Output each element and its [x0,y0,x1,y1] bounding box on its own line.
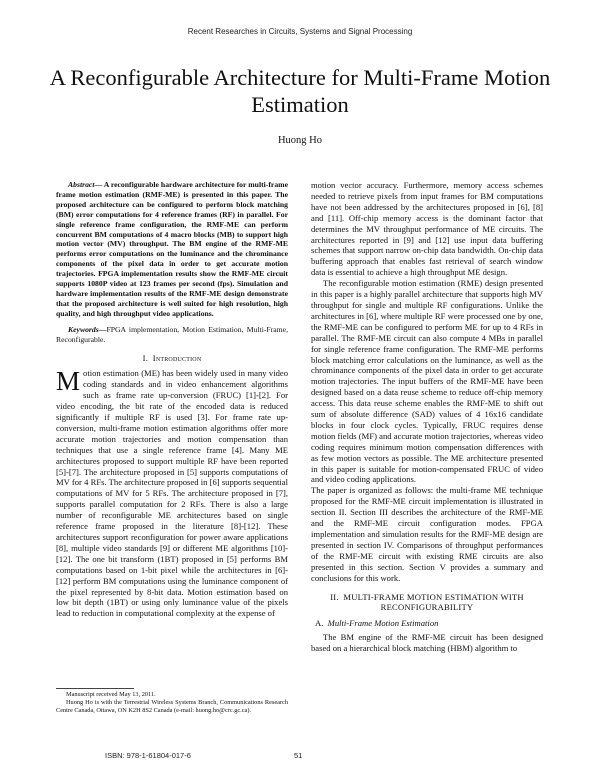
keywords [56,325,288,345]
keywords-text: FPGA implementation, Motion Estimation, Multi-Frame, Reconfigurable. [56,324,288,344]
section-heading-introduction [56,353,288,364]
subsection-number: A. [315,618,324,629]
footnote-affiliation: Huong Ho is with the Terrestrial Wireless Systems Branch, Communications Research Centre Canada, Ottawa, ON K2H 8S2 Canada (e-mail: huong.ho@crc.gc.ca). [56,699,288,715]
right-column [311,180,543,654]
left-column [56,180,288,619]
drop-cap: M [56,366,81,397]
keywords-label: Keywords— [68,324,107,334]
running-head: Recent Researches in Circuits, Systems and Signal Processing [187,27,413,36]
footnote-rule [56,688,134,689]
section-title: MULTI-FRAME MOTION ESTIMATION WITH RECONFIGURABILITY [343,591,524,613]
paper-title: A Reconfigurable Architecture for Multi-Frame Motion Estimation [49,65,551,117]
subsection-heading-a [315,618,543,629]
section-heading-2 [311,592,543,614]
right-paragraph-2: The reconfigurable motion estimation (RME) design presented in this paper is a highly parallel architecture that supports high MV throughput for single and multiple RF configurations. Unlike the architectures in [6], where multiple RF were processed one by one, the RMF-ME can be configured to perform ME for up to 4 RFs in parallel. The RMF-ME circuit can also compute 4 MBs in parallel for single reference frame configuration. The RMF-ME performs block matching error calculations on the luminance, as well as the chrominance components of the pixel data in order to get accurate motion trajectories. The input buffers of the RMF-ME have been designed based on a data reuse scheme to reduce off-chip memory access. This data reuse scheme enables the RMF-ME to shift out sum of absolute difference (SAD) values of 4 16x16 candidate blocks in four clock cycles. Typically, FRUC requires dense motion fields (MF) and accurate motion trajectories, whereas video coding requires minimum motion compensation differences with as few motion vectors as possible. The ME architecture presented in this paper is suitable for motion-compensated FRUC of video and video coding applications. [311,278,543,485]
footnotes [56,691,288,716]
footer-isbn: ISBN: 978-1-61804-017-6 [105,751,191,760]
abstract-text: A reconfigurable hardware architecture for multi-frame frame motion estimation (RMF-ME) is presented in this paper. The proposed architecture can be configured to perform block matching (BM) error computations for 4 reference frames (RF) in parallel. For single reference frame configuration, the RMF-ME can perform concurrent BM computations of 4 macro blocks (MB) to support high motion vector (MV) throughput. The BM engine of the RMF-ME performs error computations on the luminance and the chrominance components of the pixel data in order to get accurate motion trajectories. FPGA implementation results show the RMF-ME circuit supports 1080P video at 123 frames per second (fps). Simulation and hardware implementation results of the RMF-ME design demonstrate that the proposed architecture is well suited for high resolution, high quality, and high throughput video applications. [56,180,288,318]
subsection-a-paragraph: The BM engine of the RMF-ME circuit has been designed based on a hierarchical block matching (HBM) algorithm to [311,632,543,654]
intro-text: otion estimation (ME) has been widely used in many video coding standards and in video enhancement algorithms such as frame rate up-conversion (FRUC) [1]-[2]. For video encoding, the bit rate of the encoded data is reduced significantly if multiple RF is used [3]. For frame rate up-conversion, multi-frame motion estimation algorithms offer more accurate motion trajectories and motion compensation than techniques that use a single reference frame [4]. Many ME architectures proposed to support multiple RF have been reported [5]-[7]. The architecture proposed in [5] supports computations of MV for 4 RFs. The architecture proposed in [6] supports sequential computations of MV for 5 RFs. The architecture proposed in [7], supports parallel computation for 2 RFs. There is also a large number of reconfigurable ME architectures based on single reference frame proposed in the literature [8]-[12]. These architectures support reconfiguration for power aware applications [8], multiple video standards [9] or different ME algorithms [10]-[12]. The one bit transform (1BT) proposed in [5] performs BM computations based on 1-bit pixel while the architectures in [6]-[12] perform BM computations using the luminance component of the pixel represented by 8-bit data. Motion estimation based on low bit depth (1BT) or using only luminance value of the pixels lead to reduction in computational complexity at the expense of [56,368,288,619]
intro-paragraph [56,368,288,619]
abstract-label: Abstract— [68,180,103,189]
section-number: II. [330,591,339,602]
page-number: 51 [294,751,303,760]
right-paragraph-1: motion vector accuracy. Furthermore, memory access schemes needed to retrieve pixels from input frames for BM computations have not been addressed by the architectures proposed in [6], [8] and [11]. Off-chip memory access is the dominant factor that determines the MV throughput performance of ME circuits. The architectures reported in [9] and [12] use input data buffering schemes that support narrow on-chip data bandwidth. On-chip data buffering approach that enables fast retrieval of search window data is essential to achieve a high throughput ME design. [311,180,543,278]
subsection-title: Multi-Frame Motion Estimation [327,618,439,629]
abstract [56,180,288,319]
section-title: Introduction [152,352,202,363]
author-name: Huong Ho [277,135,323,146]
section-number: I. [142,352,149,363]
right-paragraph-3: The paper is organized as follows: the multi-frame ME technique proposed for the RMF-ME circuit implementation is illustrated in section II. Section III describes the architecture of the RMF-ME and the RMF-ME circuit configuration modes. FPGA implementation and simulation results for the RMF-ME design are presented in section IV. Comparisons of throughput performances of the RMF-ME circuit with existing RME circuits are also presented in this section. Section V provides a summary and conclusions for this work. [311,485,543,583]
footnote-received: Manuscript received May 13, 2011. [66,691,156,698]
